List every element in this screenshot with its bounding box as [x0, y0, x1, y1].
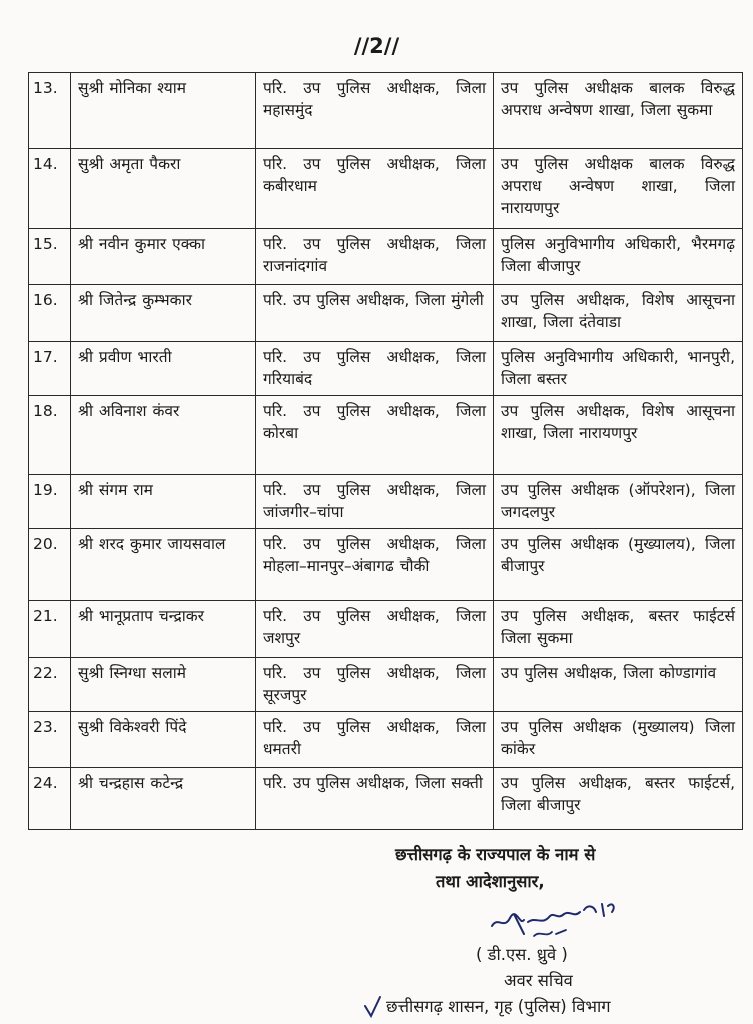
officer-name: श्री संगम राम: [71, 475, 256, 529]
serial-number: 20.: [29, 529, 71, 601]
current-posting: परि. उप पुलिस अधीक्षक, जिला कोरबा: [256, 396, 494, 475]
current-posting: परि. उप पुलिस अधीक्षक, जिला सूरजपुर: [256, 658, 494, 712]
serial-number: 18.: [29, 396, 71, 475]
serial-number: 23.: [29, 712, 71, 768]
table-row: [29, 149, 743, 229]
table-row: [29, 73, 743, 149]
serial-number: 22.: [29, 658, 71, 712]
table-row: [29, 529, 743, 601]
table-row: [29, 396, 743, 475]
current-posting: परि. उप पुलिस अधीक्षक, जिला जांजगीर–चांपा: [256, 475, 494, 529]
new-posting: उप पुलिस अधीक्षक बालक विरुद्ध अपराध अन्वेषण शाखा, जिला नारायणपुर: [494, 149, 743, 229]
handwritten-signature: [484, 896, 624, 942]
new-posting: उप पुलिस अधीक्षक, जिला कोण्डागांव: [494, 658, 743, 712]
new-posting: पुलिस अनुविभागीय अधिकारी, भानपुरी, जिला बस्तर: [494, 342, 743, 396]
current-posting: परि. उप पुलिस अधीक्षक, जिला कबीरधाम: [256, 149, 494, 229]
current-posting: परि. उप पुलिस अधीक्षक, जिला सक्ती: [256, 768, 494, 830]
officer-name: सुश्री मोनिका श्याम: [71, 73, 256, 149]
current-posting: परि. उप पुलिस अधीक्षक, जिला गरियाबंद: [256, 342, 494, 396]
officer-name: श्री अविनाश कंवर: [71, 396, 256, 475]
new-posting: उप पुलिस अधीक्षक (मुख्यालय) जिला कांकेर: [494, 712, 743, 768]
officer-name: श्री शरद कुमार जायसवाल: [71, 529, 256, 601]
table-row: [29, 229, 743, 285]
new-posting: उप पुलिस अधीक्षक, विशेष आसूचना शाखा, जिला दंतेवाडा: [494, 285, 743, 342]
table-row: [29, 475, 743, 529]
new-posting: उप पुलिस अधीक्षक, बस्तर फाईटर्स, जिला बीजापुर: [494, 768, 743, 830]
order-authority-line: छत्तीसगढ़ के राज्यपाल के नाम से: [395, 845, 596, 864]
serial-number: 21.: [29, 601, 71, 658]
officer-name: श्री चन्द्रहास कटेन्द्र: [71, 768, 256, 830]
officer-name: सुश्री अमृता पैकरा: [71, 149, 256, 229]
serial-number: 13.: [29, 73, 71, 149]
officer-name: श्री नवीन कुमार एक्का: [71, 229, 256, 285]
signer-designation: अवर सचिव: [504, 971, 573, 990]
officer-name: श्री भानूप्रताप चन्द्राकर: [71, 601, 256, 658]
order-authority-line-2: तथा आदेशानुसार,: [436, 872, 545, 891]
officer-name: श्री जितेन्द्र कुम्भकार: [71, 285, 256, 342]
new-posting: उप पुलिस अधीक्षक बालक विरुद्ध अपराध अन्वेषण शाखा, जिला सुकमा: [494, 73, 743, 149]
current-posting: परि. उप पुलिस अधीक्षक, जिला मुंगेली: [256, 285, 494, 342]
serial-number: 17.: [29, 342, 71, 396]
current-posting: परि. उप पुलिस अधीक्षक, जिला मोहला–मानपुर–अंबागढ चौकी: [256, 529, 494, 601]
table-row: [29, 342, 743, 396]
current-posting: परि. उप पुलिस अधीक्षक, जिला जशपुर: [256, 601, 494, 658]
new-posting: उप पुलिस अधीक्षक (मुख्यालय), जिला बीजापुर: [494, 529, 743, 601]
officer-name: सुश्री स्निग्धा सलामे: [71, 658, 256, 712]
table-row: [29, 658, 743, 712]
serial-number: 16.: [29, 285, 71, 342]
new-posting: उप पुलिस अधीक्षक (ऑपरेशन), जिला जगदलपुर: [494, 475, 743, 529]
new-posting: उप पुलिस अधीक्षक, विशेष आसूचना शाखा, जिला नारायणपुर: [494, 396, 743, 475]
officer-name: सुश्री विकेश्वरी पिंदे: [71, 712, 256, 768]
table-row: [29, 285, 743, 342]
current-posting: परि. उप पुलिस अधीक्षक, जिला राजनांदगांव: [256, 229, 494, 285]
serial-number: 24.: [29, 768, 71, 830]
transfer-table: [28, 72, 743, 830]
department-line: छत्तीसगढ़ शासन, गृह (पुलिस) विभाग: [386, 997, 611, 1016]
officer-name: श्री प्रवीण भारती: [71, 342, 256, 396]
new-posting: पुलिस अनुविभागीय अधिकारी, भैरमगढ़ जिला बीजापुर: [494, 229, 743, 285]
tick-mark-icon: [362, 994, 384, 1020]
table-row: [29, 712, 743, 768]
signer-name: ( डी.एस. ध्रुवे ): [476, 945, 568, 964]
serial-number: 19.: [29, 475, 71, 529]
page-number: //2//: [353, 34, 400, 58]
current-posting: परि. उप पुलिस अधीक्षक, जिला महासमुंद: [256, 73, 494, 149]
serial-number: 14.: [29, 149, 71, 229]
table-row: [29, 601, 743, 658]
serial-number: 15.: [29, 229, 71, 285]
current-posting: परि. उप पुलिस अधीक्षक, जिला धमतरी: [256, 712, 494, 768]
table-row: [29, 768, 743, 830]
new-posting: उप पुलिस अधीक्षक, बस्तर फाईटर्स जिला सुकमा: [494, 601, 743, 658]
